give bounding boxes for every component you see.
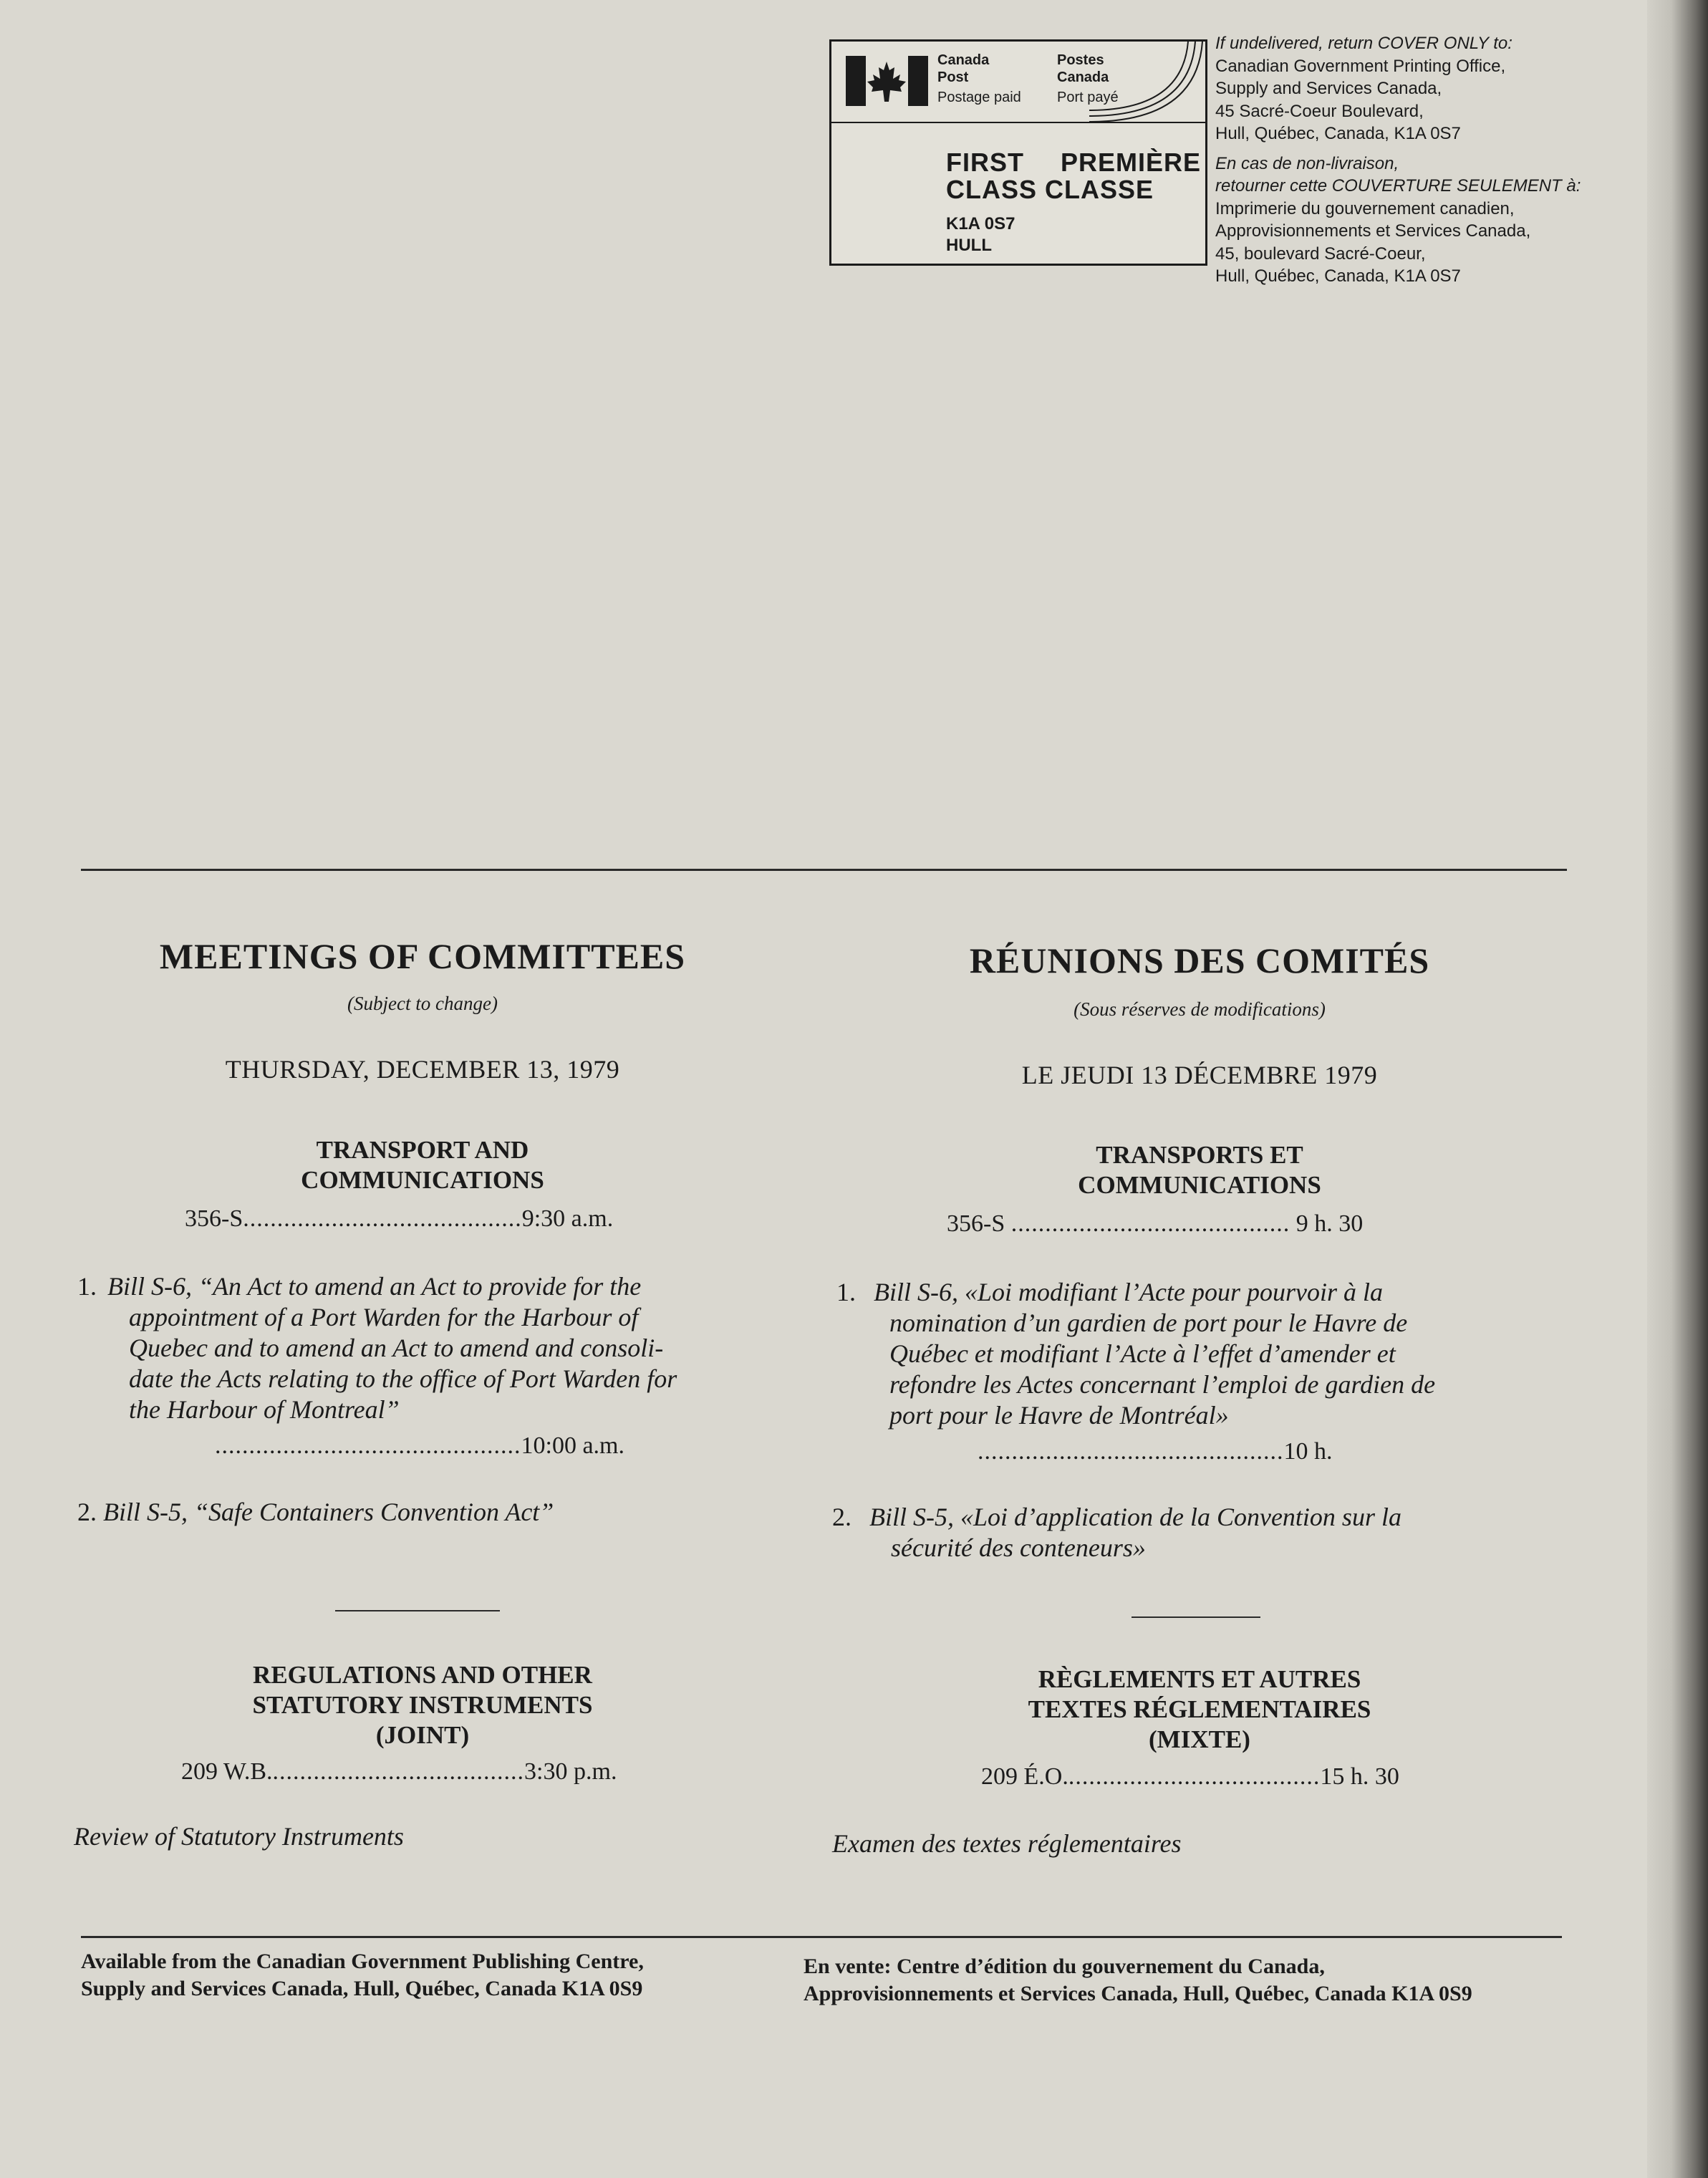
room-number: 209 É.O. xyxy=(981,1763,1068,1790)
item-time: 10:00 a.m. xyxy=(521,1432,624,1459)
postage-paid-fr: Port payé xyxy=(1057,90,1119,105)
item-text-line: Quebec and to amend an Act to amend and consoli- xyxy=(129,1334,664,1362)
english-review: Review of Statutory Instruments xyxy=(74,1822,404,1851)
canada-post-en: Canada xyxy=(937,52,990,68)
availability-line: Available from the Canadian Government Publishing Centre, xyxy=(81,1950,644,1973)
postage-indicia xyxy=(829,39,1207,266)
premiere-label: PREMIÈRE xyxy=(1061,148,1202,177)
committee-name-line: TRANSPORT AND xyxy=(316,1136,529,1164)
english-item1-time: .............................................10:00 a.m. xyxy=(215,1432,624,1459)
item-time: 10 h. xyxy=(1283,1438,1333,1465)
item-number: 2. xyxy=(832,1503,851,1531)
item-number: 1. xyxy=(836,1278,856,1306)
item-text: Bill S-5, “Safe Containers Convention Act” xyxy=(103,1498,554,1526)
item-text-line: nomination d’un gardien de port pour le Havre de xyxy=(889,1309,1408,1337)
french-committee1 xyxy=(831,1140,1568,1200)
meeting-time: 9:30 a.m. xyxy=(521,1205,614,1232)
item-text-line: Bill S-6, “An Act to amend an Act to provide for the xyxy=(107,1272,642,1301)
return-fr-line: Imprimerie du gouvernement canadien, xyxy=(1215,198,1515,218)
item-text-line: refondre les Actes concernant l’emploi de gardien de xyxy=(889,1370,1436,1399)
english-committee2 xyxy=(79,1660,766,1750)
french-room-time1: 356-S ......................................... 9 h. 30 xyxy=(947,1210,1364,1237)
item-text-line: date the Acts relating to the office of Port Warden for xyxy=(129,1364,677,1393)
indicia-arc-lines xyxy=(1089,42,1207,124)
committee-name-line: RÈGLEMENTS ET AUTRES xyxy=(1038,1665,1361,1693)
french-availability xyxy=(804,1953,1591,2008)
section-bottom-rule xyxy=(81,1936,1562,1938)
english-item2 xyxy=(77,1497,779,1528)
french-room-time2: 209 É.O......................................15 h. 30 xyxy=(981,1763,1399,1790)
meeting-time: 3:30 p.m. xyxy=(524,1758,617,1785)
item-text-line: sécurité des conteneurs» xyxy=(891,1533,1146,1562)
committee-name-line: COMMUNICATIONS xyxy=(1078,1171,1321,1199)
canada-flag-icon xyxy=(846,56,928,106)
meeting-time: 15 h. 30 xyxy=(1320,1763,1399,1790)
french-separator xyxy=(1132,1616,1260,1618)
page-binding-shadow xyxy=(1647,0,1708,2178)
return-address xyxy=(1215,32,1674,288)
return-en-line: If undelivered, return COVER ONLY to: xyxy=(1215,34,1512,53)
french-subtitle: (Sous réserves de modifications) xyxy=(1073,998,1326,1020)
french-item1-time: .............................................10 h. xyxy=(978,1438,1333,1465)
english-separator xyxy=(335,1610,500,1611)
committee-name-line: REGULATIONS AND OTHER xyxy=(253,1661,592,1689)
return-fr-line: En cas de non-livraison, xyxy=(1215,153,1399,173)
french-date: LE JEUDI 13 DÉCEMBRE 1979 xyxy=(1021,1061,1378,1089)
room-number: 209 W.B. xyxy=(181,1758,273,1785)
availability-line: En vente: Centre d’édition du gouvernement du Canada, xyxy=(804,1955,1325,1978)
item-text-line: Bill S-6, «Loi modifiant l’Acte pour pourvoir à la xyxy=(874,1278,1383,1306)
return-fr-line: Hull, Québec, Canada, K1A 0S7 xyxy=(1215,266,1461,286)
english-room-time1: 356-S.........................................9:30 a.m. xyxy=(185,1205,614,1232)
availability-line: Approvisionnements et Services Canada, Hull, Québec, Canada K1A 0S9 xyxy=(804,1982,1472,2005)
return-fr-line: Approvisionnements et Services Canada, xyxy=(1215,221,1531,241)
french-review: Examen des textes réglementaires xyxy=(832,1829,1182,1858)
postal-city: HULL xyxy=(946,236,992,255)
canada-post-en2: Post xyxy=(937,69,969,85)
availability-line: Supply and Services Canada, Hull, Québec, Canada K1A 0S9 xyxy=(81,1977,643,2000)
class-label: CLASS xyxy=(946,175,1038,204)
section-top-rule xyxy=(81,869,1567,871)
committee-name-line: (MIXTE) xyxy=(1149,1725,1250,1753)
french-committee2 xyxy=(831,1664,1568,1755)
indicia-divider xyxy=(831,122,1205,123)
room-number: 356-S xyxy=(185,1205,243,1232)
return-fr-line: retourner cette COUVERTURE SEULEMENT à: xyxy=(1215,176,1581,196)
english-committee1 xyxy=(79,1135,766,1195)
return-en-line: Canadian Government Printing Office, xyxy=(1215,56,1506,76)
english-date: THURSDAY, DECEMBER 13, 1979 xyxy=(225,1055,620,1084)
return-en-line: Hull, Québec, Canada, K1A 0S7 xyxy=(1215,124,1461,143)
committee-name-line: (JOINT) xyxy=(375,1721,470,1749)
item-number: 2. xyxy=(77,1498,97,1526)
item-text-line: Québec et modifiant l’Acte à l’effet d’amender et xyxy=(889,1339,1396,1368)
item-text-line: appointment of a Port Warden for the Harbour of xyxy=(129,1303,639,1331)
canada-post-fr: Postes xyxy=(1057,52,1104,68)
english-room-time2: 209 W.B......................................3:30 p.m. xyxy=(181,1758,617,1785)
committee-name-line: COMMUNICATIONS xyxy=(301,1166,544,1194)
postage-paid-en: Postage paid xyxy=(937,90,1021,105)
item-number: 1. xyxy=(77,1272,97,1301)
canada-post-fr2: Canada xyxy=(1057,69,1109,85)
english-subtitle: (Subject to change) xyxy=(347,993,498,1014)
committee-name-line: TRANSPORTS ET xyxy=(1096,1141,1303,1169)
first-label: FIRST xyxy=(946,148,1024,177)
committee-name-line: STATUTORY INSTRUMENTS xyxy=(252,1691,593,1719)
english-title: MEETINGS OF COMMITTEES xyxy=(159,936,686,976)
item-text-line: port pour le Havre de Montréal» xyxy=(889,1401,1229,1430)
item-text-line: the Harbour of Montreal” xyxy=(129,1395,400,1424)
postal-code: K1A 0S7 xyxy=(946,214,1015,233)
room-number: 356-S xyxy=(947,1210,1005,1237)
item-text-line: Bill S-5, «Loi d’application de la Convention sur la xyxy=(869,1503,1401,1531)
french-title: RÉUNIONS DES COMITÉS xyxy=(969,940,1430,980)
classe-label: CLASSE xyxy=(1045,175,1154,204)
return-en-line: 45 Sacré-Coeur Boulevard, xyxy=(1215,101,1424,121)
return-en-line: Supply and Services Canada, xyxy=(1215,79,1442,98)
return-fr-line: 45, boulevard Sacré-Coeur, xyxy=(1215,244,1426,264)
english-availability xyxy=(81,1948,797,2003)
committee-name-line: TEXTES RÉGLEMENTAIRES xyxy=(1028,1695,1371,1723)
meeting-time: 9 h. 30 xyxy=(1296,1210,1364,1237)
